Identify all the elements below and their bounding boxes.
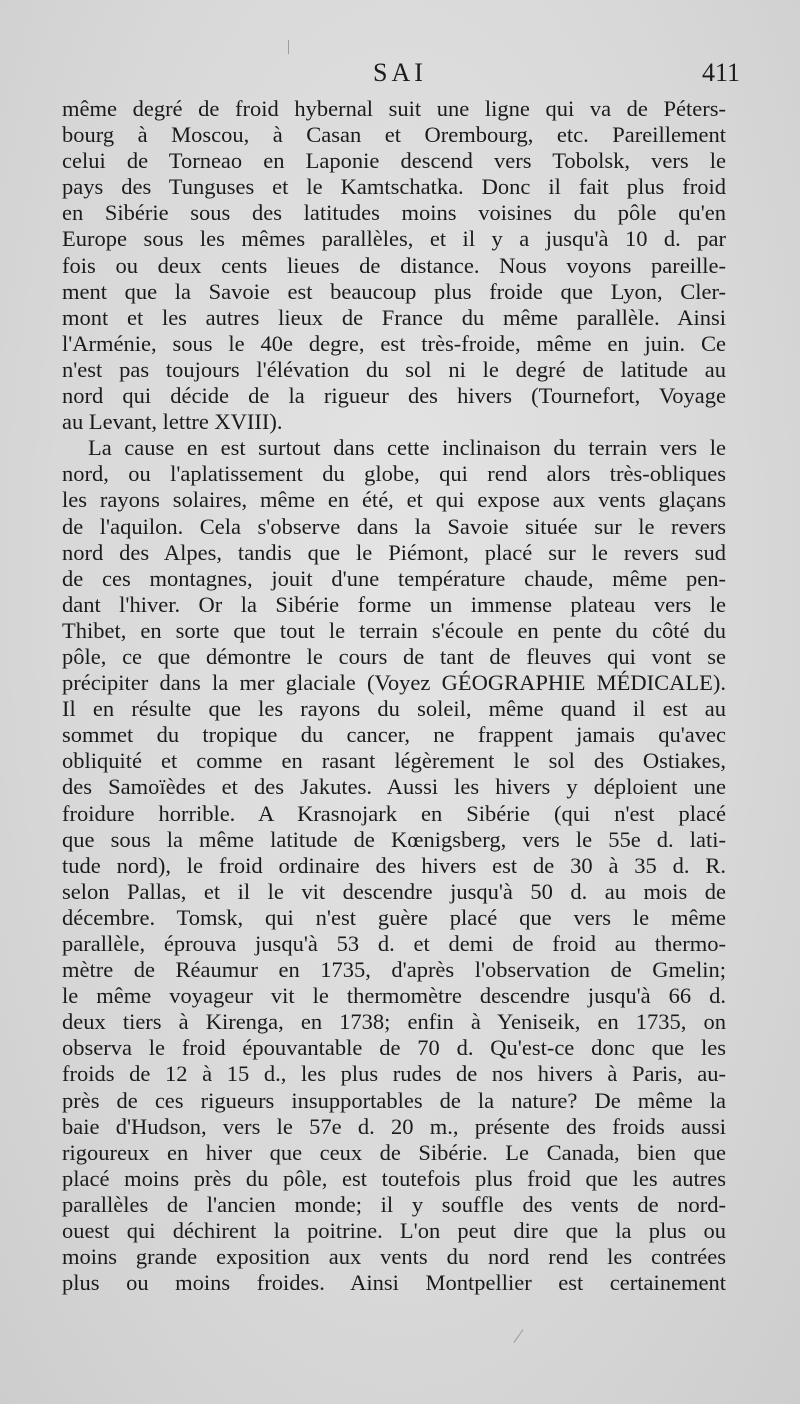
text-line: ment que la Savoie est beaucoup plus froide que Lyon, Cler- (62, 278, 726, 304)
text-line: moins grande exposition aux vents du nord rend les contrées (62, 1244, 726, 1270)
text-line: près de ces rigueurs insupportables de la nature? De même la (62, 1087, 726, 1113)
stray-mark (288, 40, 289, 54)
page-number: 411 (701, 58, 740, 87)
text-line: bourg à Moscou, à Casan et Orembourg, etc. Pareillement (62, 122, 726, 148)
running-head: SAI (373, 58, 427, 87)
text-line: parallèle, éprouva jusqu'à 53 d. et demi de froid au thermo- (62, 931, 726, 956)
text-line: mont et les autres lieux de France du même parallèle. Ainsi (62, 304, 726, 330)
text-line: plus ou moins froides. Ainsi Montpellier est certainement (62, 1270, 726, 1296)
text-line: nord, ou l'aplatissement du globe, qui rend alors très-obliques (62, 461, 726, 487)
text-line: dant l'hiver. Or la Sibérie forme un immense plateau vers le (62, 591, 726, 617)
text-line: même degré de froid hybernal suit une ligne qui va de Péters- (62, 96, 726, 121)
text-line: deux tiers à Kirenga, en 1738; enfin à Yeniseik, en 1735, on (62, 1009, 726, 1035)
text-line: Thibet, en sorte que tout le terrain s'écoule en pente du côté du (62, 617, 726, 643)
page-header (60, 58, 740, 94)
text-line: obliquité et comme en rasant légèrement le sol des Ostiakes, (62, 748, 726, 774)
text-line: les rayons solaires, même en été, et qui expose aux vents glaçans (62, 487, 726, 513)
text-line: froidure horrible. A Krasnojark en Sibérie (qui n'est placé (62, 800, 726, 826)
text-line: le même voyageur vit le thermomètre descendre jusqu'à 66 d. (62, 983, 726, 1009)
text-line: l'Arménie, sous le 40e degre, est très-froide, même en juin. Ce (62, 330, 726, 356)
text-line: Il en résulte que les rayons du soleil, même quand il est au (62, 696, 726, 722)
text-line: fois ou deux cents lieues de distance. Nous voyons pareille- (62, 252, 726, 278)
text-line: sommet du tropique du cancer, ne frappent jamais qu'avec (62, 722, 726, 748)
text-line: ouest qui déchirent la poitrine. L'on peut dire que la plus ou (62, 1218, 726, 1244)
text-line: en Sibérie sous des latitudes moins voisines du pôle qu'en (62, 200, 726, 226)
text-line: selon Pallas, et il le vit descendre jusqu'à 50 d. au mois de (62, 878, 726, 904)
text-line: décembre. Tomsk, qui n'est guère placé que vers le même (62, 904, 726, 930)
text-line: Europe sous les mêmes parallèles, et il y a jusqu'à 10 d. par (62, 226, 726, 252)
text-line: froids de 12 à 15 d., les plus rudes de nos hivers à Paris, au- (62, 1061, 726, 1087)
text-line: celui de Torneao en Laponie descend vers Tobolsk, vers le (62, 148, 726, 174)
text-line: La cause en est surtout dans cette inclinaison du terrain vers le (88, 435, 726, 461)
text-line: observa le froid épouvantable de 70 d. Qu'est-ce donc que les (62, 1035, 726, 1061)
text-line: que sous la même latitude de Kœnigsberg, vers le 55e d. lati- (62, 826, 726, 852)
text-line: de l'aquilon. Cela s'observe dans la Savoie située sur le revers (62, 513, 726, 539)
text-line: de ces montagnes, jouit d'une température chaude, même pen- (62, 565, 726, 591)
text-line: tude nord), le froid ordinaire des hivers est de 30 à 35 d. R. (62, 852, 726, 878)
text-line: rigoureux en hiver que ceux de Sibérie. Le Canada, bien que (62, 1139, 726, 1165)
text-line: parallèles de l'ancien monde; il y souffle des vents de nord- (62, 1191, 726, 1217)
text-line: nord des Alpes, tandis que le Piémont, placé sur le revers sud (62, 539, 726, 565)
text-line: précipiter dans la mer glaciale (Voyez GÉOGRAPHIE MÉDICALE). (62, 670, 726, 696)
text-line: pays des Tunguses et le Kamtschatka. Donc il fait plus froid (62, 174, 726, 200)
text-line: des Samoïèdes et des Jakutes. Aussi les hivers y déploient une (62, 774, 726, 800)
text-line: pôle, ce que démontre le cours de tant de fleuves qui vont se (62, 643, 726, 669)
text-line: mètre de Réaumur en 1735, d'après l'observation de Gmelin; (62, 957, 726, 983)
text-line: nord qui décide de la rigueur des hivers (Tournefort, Voyage (62, 383, 726, 409)
text-line: n'est pas toujours l'élévation du sol ni le degré de latitude au (62, 356, 726, 382)
body-text (62, 96, 726, 1296)
stray-mark (514, 1329, 524, 1343)
text-line: au Levant, lettre XVIII). (62, 409, 283, 435)
text-line: baie d'Hudson, vers le 57e d. 20 m., présente des froids aussi (62, 1113, 726, 1139)
text-line: placé moins près du pôle, est toutefois plus froid que les autres (62, 1165, 726, 1191)
